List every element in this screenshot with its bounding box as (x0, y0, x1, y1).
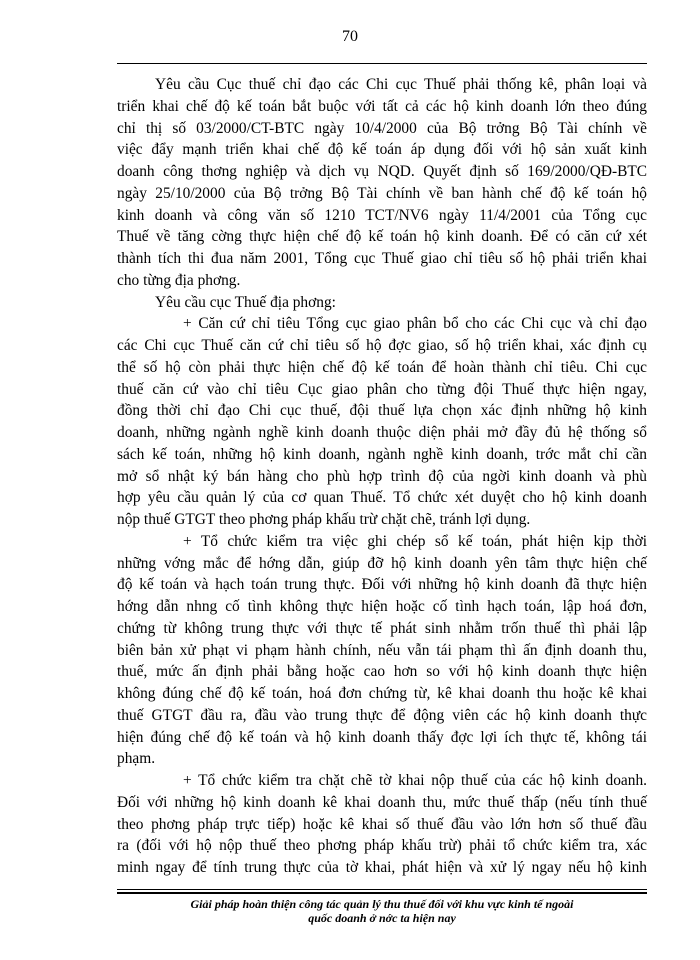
text-line: + Tổ chức kiểm tra việc ghi chép sổ kế toán, phát hiện kịp thời (183, 532, 647, 550)
text-line: Đối với những hộ kinh doanh kê khai doanh thu, mức thuế thấp (nếu tính thuế (117, 793, 647, 811)
footer-line-2: quốc doanh ở nớc ta hiện nay (308, 911, 456, 925)
text-line: ra (đối với hộ nộp thuế theo phơng pháp khấu trừ) phải tổ chức kiểm tra, xác (117, 837, 647, 855)
text-line: minh ngay để tính trung thực của tờ khai, phát hiện và xử lý ngay nếu hộ kinh (117, 859, 647, 876)
text-line: hớng dẫn nhng cố tình không thực hiện hoặc cố tình hạch toán, lập hoá đơn, (117, 598, 647, 615)
footer-rule-thin (117, 889, 647, 890)
footer-line-1: Giải pháp hoàn thiện công tác quản lý thu thuế đối với khu vực kinh tế ngoài (190, 897, 574, 911)
text-line: thể số hộ còn phải thực hiện chế độ kế toán để hoàn thành chỉ tiêu. Chi cục (117, 358, 647, 376)
text-line: thuế GTGT đầu ra, đầu vào trung thực để động viên các hộ kinh doanh thực (117, 706, 647, 724)
text-line: nộp thuế GTGT theo phơng pháp khấu trừ chặt chẽ, tránh lợi dụng. (117, 511, 531, 528)
text-line: không đúng chế độ kế toán, hoá đơn chứng từ, kê khai doanh thu hoặc kê khai (117, 685, 647, 702)
text-line: chứng từ không trung thực với thực tế phát sinh nhằm trốn thuế thì phải lập (117, 619, 647, 637)
text-line: chỉ thị số 03/2000/CT-BTC ngày 10/4/2000 của Bộ trởng Bộ Tài chính về (117, 119, 647, 137)
text-line: Thuế về tăng cờng thực hiện chế độ kế toán hộ kinh doanh. Để có căn cứ xét (117, 228, 647, 246)
text-line: doanh công thơng nghiệp và dịch vụ NQD. Quyết định số 169/2000/QĐ-BTC (117, 163, 647, 180)
text-line: + Căn cứ chỉ tiêu Tổng cục giao phân bổ cho các Chi cục và chỉ đạo (183, 315, 647, 333)
text-line: các Chi cục Thuế căn cứ chỉ tiêu số hộ đợc giao, số hộ triển khai, xác định cụ (117, 337, 647, 354)
text-line: mở sổ nhật ký bán hàng cho phù hợp trình độ của ngời kinh doanh và phù (117, 467, 647, 485)
text-line: ngày 25/10/2000 của Bộ trởng Bộ Tài chính về ban hành chế độ kế toán hộ (117, 184, 647, 202)
text-line: hiện đúng chế độ kế toán và hộ kinh doanh thấy đợc lợi ích thực tế, không tái (117, 728, 647, 746)
text-line: thuế, mức ấn định phải bằng hoặc cao hơn so với hộ kinh doanh thực hiện (117, 663, 647, 681)
text-line: theo phơng pháp trực tiếp) hoặc kê khai số thuế đầu vào lớn hơn số thuế đầu (117, 815, 647, 833)
text-line: biên bản xử phạt vi phạm hành chính, nếu vẫn tái phạm thì ấn định doanh thu, (117, 641, 647, 659)
text-line: + Tổ chức kiểm tra chặt chẽ tờ khai nộp thuế của các hộ kinh doanh. (183, 772, 647, 789)
text-line: Yêu cầu cục Thuế địa phơng: (155, 293, 336, 311)
text-line: sách kế toán, những hộ kinh doanh, ngành nghề kinh doanh, trớc mắt chỉ cần (117, 445, 647, 463)
text-line: thành tích thi đua năm 2001, Tổng cục Thuế giao chỉ tiêu số hộ phải triển khai (117, 250, 647, 267)
text-line: kinh doanh và công văn số 1210 TCT/NV6 ngày 11/4/2001 của Tổng cục (117, 206, 647, 224)
header-rule (117, 63, 647, 64)
page-number: 70 (342, 28, 358, 45)
text-line: doanh, những ngành nghề kinh doanh thuộc diện phải mở đầy đủ hệ thống sổ (117, 424, 647, 441)
text-line: độ kế toán và hạch toán trung thực. Đối với những hộ kinh doanh đã thực hiện (117, 576, 647, 594)
text-line: phạm. (117, 750, 156, 768)
text-line: thuế căn cứ vào chỉ tiêu Cục giao phân cho từng đội Thuế thực hiện ngay, (117, 380, 647, 398)
text-line: Yêu cầu Cục thuế chỉ đạo các Chi cục Thuế phải thống kê, phân loại và (155, 76, 647, 93)
footer-rule-thick (117, 892, 647, 894)
text-line: hợp yêu cầu quản lý của cơ quan Thuế. Tổ chức xét duyệt cho hộ kinh doanh (117, 489, 647, 507)
text-line: đồng thời chỉ đạo Chi cục thuế, đội thuế lựa chọn xác định những hộ kinh (117, 402, 647, 420)
body-text (117, 74, 647, 879)
text-line: cho từng địa phơng. (117, 271, 241, 289)
running-footer (117, 897, 647, 925)
text-line: triển khai chế độ kế toán bắt buộc với tất cả các hộ kinh doanh lớn theo đúng (117, 97, 647, 115)
text-line: việc đẩy mạnh triển khai chế độ kế toán áp dụng đối với hộ sản xuất kinh (117, 141, 647, 159)
text-line: những vớng mắc để hớng dẫn, giúp đỡ hộ kinh doanh yên tâm thực hiện chế (117, 554, 647, 572)
